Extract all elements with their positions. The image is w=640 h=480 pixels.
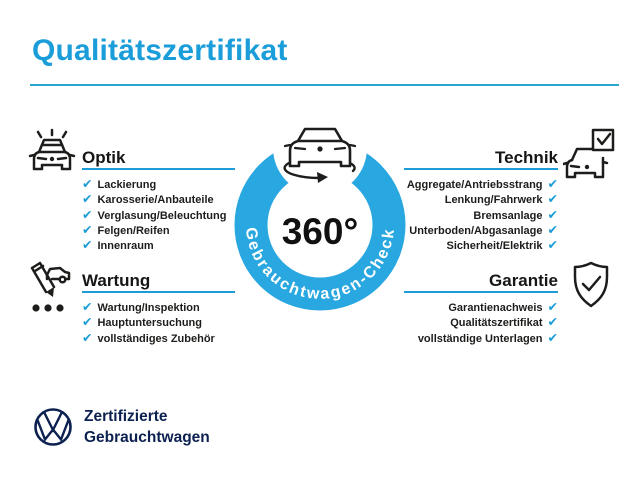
check-icon: ✔ <box>547 222 558 237</box>
list-item <box>82 331 215 346</box>
check-icon: ✔ <box>547 192 558 207</box>
list-item-label: Innenraum <box>97 240 154 253</box>
list-item-label: Wartung/Inspektion <box>97 302 200 314</box>
check-icon: ✔ <box>547 330 558 345</box>
list-item-label: Qualitätszertifikat <box>450 317 543 330</box>
optik-item-list <box>82 177 226 253</box>
garantie-underline <box>404 291 558 293</box>
list-item-label: Unterboden/Abgasanlage <box>409 224 543 237</box>
check-icon: ✔ <box>547 207 558 222</box>
list-item-label: Karosserie/Anbauteile <box>97 194 214 207</box>
brand-claim-line2: Gebrauchtwagen <box>84 428 210 446</box>
check-icon: ✔ <box>547 300 558 314</box>
list-item-label: Sicherheit/Elektrik <box>446 240 543 253</box>
check-icon: ✔ <box>82 330 93 345</box>
wartung-item-list <box>82 300 215 346</box>
list-item-label: Lackierung <box>97 179 157 191</box>
check-icon: ✔ <box>547 315 558 330</box>
title-divider <box>30 84 619 86</box>
list-item-label: Felgen/Reifen <box>97 224 170 237</box>
section-heading-garantie: Garantie <box>489 271 558 290</box>
list-item <box>82 238 226 253</box>
list-item-label: Verglasung/Beleuchtung <box>97 209 227 222</box>
car-checkbox-icon <box>563 128 615 184</box>
brand-claim-line1: Zertifizierte <box>84 408 168 425</box>
section-heading-wartung: Wartung <box>82 271 151 290</box>
optik-underline <box>82 168 235 170</box>
list-item-label: Bremsanlage <box>473 209 543 222</box>
check-icon: ✔ <box>82 207 93 222</box>
check-icon: ✔ <box>82 192 93 207</box>
check-icon: ✔ <box>82 238 93 253</box>
list-item <box>82 315 215 330</box>
list-item-label: Lenkung/Fahrwerk <box>444 194 543 207</box>
wartung-underline <box>82 291 235 293</box>
brand-claim <box>84 407 210 448</box>
list-item-label: Garantienachweis <box>448 302 543 314</box>
big-360-label: 360° <box>281 211 359 252</box>
check-icon: ✔ <box>82 315 93 330</box>
pencil-checklist-car-icon <box>28 260 76 314</box>
check-icon: ✔ <box>82 300 93 314</box>
check-icon: ✔ <box>547 177 558 191</box>
list-item-label: Aggregate/Antriebsstrang <box>406 179 543 191</box>
list-item <box>82 300 215 315</box>
list-item <box>82 192 226 207</box>
section-heading-optik: Optik <box>82 148 126 167</box>
list-item-label: vollständiges Zubehör <box>97 332 215 345</box>
check-icon: ✔ <box>82 177 93 191</box>
list-item <box>360 331 558 346</box>
list-item <box>82 223 226 238</box>
check-icon: ✔ <box>547 238 558 253</box>
ring-text: Gebrauchtwagen-Check <box>241 226 399 304</box>
page-title: Qualitätszertifikat <box>32 34 288 67</box>
360-check-badge <box>220 125 420 325</box>
car-front-shine-icon <box>28 128 76 178</box>
list-item-label: Hauptuntersuchung <box>97 317 202 330</box>
shield-check-icon <box>571 261 611 309</box>
section-heading-technik: Technik <box>495 148 558 167</box>
technik-underline <box>404 168 558 170</box>
vw-logo <box>33 407 73 447</box>
list-item <box>82 177 226 192</box>
check-icon: ✔ <box>82 222 93 237</box>
list-item <box>82 208 226 223</box>
list-item-label: vollständige Unterlagen <box>417 332 543 345</box>
